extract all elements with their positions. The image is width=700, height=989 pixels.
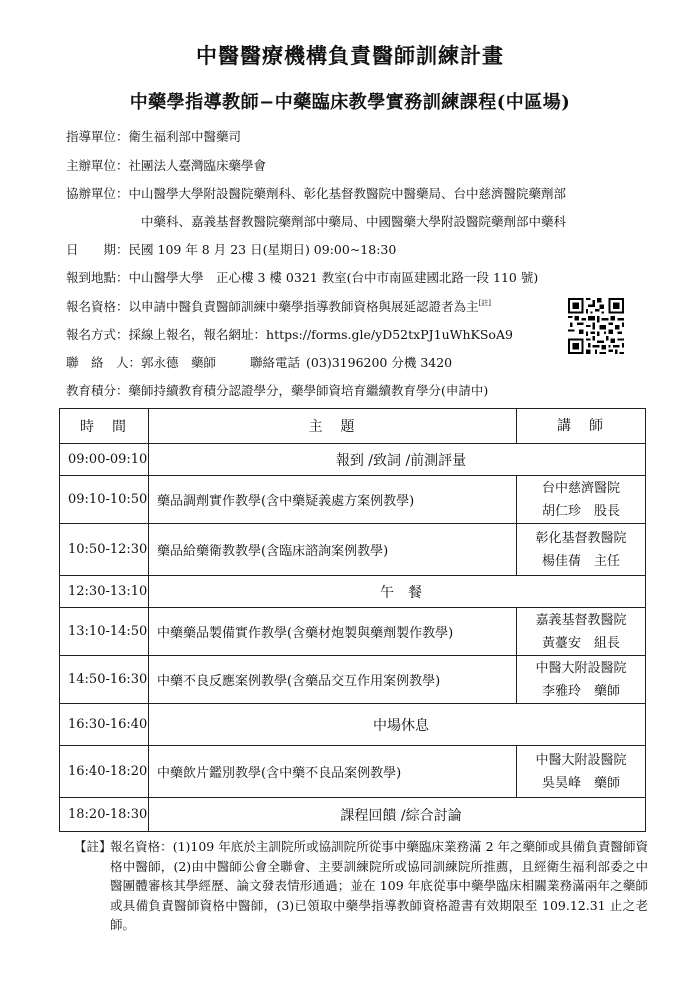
- co-host-row-2: [141, 212, 566, 230]
- session-time: 18:20-18:30: [60, 798, 149, 832]
- speaker-org: 彰化基督教醫院: [535, 530, 627, 546]
- host-unit-row: [66, 156, 266, 174]
- speaker-name: 黃薹安 組長: [541, 635, 620, 651]
- date-label: 日 期：: [66, 242, 129, 257]
- session-topic: 午 餐: [149, 576, 646, 608]
- venue-label: 報到地點：: [66, 270, 129, 285]
- schedule-table: [59, 408, 646, 832]
- session-speaker: [517, 656, 646, 704]
- qualification-label: 報名資格：: [66, 299, 129, 314]
- session-time: 09:10-10:50: [60, 476, 149, 524]
- table-row: [60, 746, 646, 798]
- co-host-value-2: 中藥科、嘉義基督教醫院藥劑部中藥局、中國醫藥大學附設醫院藥劑部中藥科: [141, 214, 567, 229]
- session-time: 09:00-09:10: [60, 444, 149, 476]
- table-row: [60, 444, 646, 476]
- session-topic: 中場休息: [149, 704, 646, 746]
- registration-link[interactable]: 採線上報名，報名網址：https://forms.gle/yD52txPJ1uWhKSoA9: [128, 327, 513, 342]
- co-host-label: 協辦單位：: [66, 186, 129, 201]
- credit-label: 教育積分：: [66, 383, 129, 398]
- note-reference: [註]: [478, 299, 491, 307]
- registration-row: [66, 325, 513, 343]
- guide-unit-label: 指導單位：: [66, 129, 129, 144]
- session-topic: 藥品調劑實作教學(含中藥疑義處方案例教學): [149, 476, 517, 524]
- table-row: [60, 656, 646, 704]
- table-row: [60, 608, 646, 656]
- date-row: [66, 240, 396, 258]
- page-subtitle: 中藥學指導教師−中藥臨床教學實務訓練課程(中區場): [129, 92, 571, 113]
- table-row: [60, 798, 646, 832]
- session-topic: 課程回饋 /綜合討論: [149, 798, 646, 832]
- guide-unit-row: [66, 127, 241, 145]
- session-topic: 報到 /致詞 /前測評量: [149, 444, 646, 476]
- header-time: 時 間: [60, 409, 149, 444]
- contact-row: [66, 353, 452, 371]
- credit-value: 藥師持續教育積分認證學分，藥學師資培育繼續教育學分(申請中): [128, 383, 489, 398]
- host-unit-value: 社團法人臺灣臨床藥學會: [128, 158, 267, 173]
- session-time: 12:30-13:10: [60, 576, 149, 608]
- date-value: 民國 109 年 8 月 23 日(星期日) 09:00~18:30: [128, 242, 397, 257]
- session-speaker: [517, 524, 646, 576]
- speaker-name: 楊佳蒨 主任: [541, 553, 620, 569]
- session-time: 16:40-18:20: [60, 746, 149, 798]
- table-row: [60, 576, 646, 608]
- credit-row: [66, 381, 488, 399]
- session-speaker: [517, 608, 646, 656]
- session-time: 13:10-14:50: [60, 608, 149, 656]
- host-unit-label: 主辦單位：: [66, 158, 129, 173]
- session-time: 16:30-16:40: [60, 704, 149, 746]
- session-topic: 中藥藥品製備實作教學(含藥材炮製與藥劑製作教學): [149, 608, 517, 656]
- table-row: [60, 704, 646, 746]
- co-host-row: [66, 184, 566, 202]
- venue-row: [66, 268, 538, 286]
- footnote-tag: 【註】: [74, 839, 112, 854]
- table-row: [60, 476, 646, 524]
- session-speaker: [517, 746, 646, 798]
- qr-code-icon[interactable]: [568, 298, 624, 354]
- header-speaker: 講 師: [517, 409, 646, 444]
- phone-label: 聯絡電話: [250, 355, 301, 370]
- co-host-value-1: 中山醫學大學附設醫院藥劑科、彰化基督教醫院中醫藥局、台中慈濟醫院藥劑部: [128, 186, 567, 201]
- table-row: [60, 524, 646, 576]
- speaker-name: 李雅玲 藥師: [541, 683, 620, 699]
- session-speaker: [517, 476, 646, 524]
- speaker-org: 中醫大附設醫院: [535, 752, 627, 768]
- session-topic: 中藥不良反應案例教學(含藥品交互作用案例教學): [149, 656, 517, 704]
- session-topic: 中藥飲片鑑別教學(含中藥不良品案例教學): [149, 746, 517, 798]
- speaker-name: 吳昊峰 藥師: [541, 775, 620, 791]
- registration-label: 報名方式：: [66, 327, 129, 342]
- footnote: [74, 837, 648, 935]
- speaker-org: 中醫大附設醫院: [535, 660, 627, 676]
- speaker-org: 台中慈濟醫院: [541, 480, 620, 496]
- session-time: 14:50-16:30: [60, 656, 149, 704]
- qualification-row: [66, 297, 491, 315]
- contact-label: 聯 絡 人：: [66, 355, 142, 370]
- speaker-name: 胡仁珍 股長: [541, 503, 620, 519]
- guide-unit-value: 衛生福利部中醫藥司: [128, 129, 242, 144]
- header-topic: 主 題: [149, 409, 517, 444]
- speaker-org: 嘉義基督教醫院: [535, 612, 627, 628]
- phone-value: (03)3196200 分機 3420: [306, 355, 453, 370]
- session-topic: 藥品給藥衛教教學(含臨床諮詢案例教學): [149, 524, 517, 576]
- qualification-value: 以申請中醫負責醫師訓練中藥學指導教師資格與展延認證者為主: [128, 299, 479, 314]
- page-title: 中醫醫療機構負責醫師訓練計畫: [196, 43, 504, 68]
- contact-value: 郭永德 藥師: [141, 355, 217, 370]
- session-time: 10:50-12:30: [60, 524, 149, 576]
- schedule-header-row: [60, 409, 646, 444]
- footnote-text: 報名資格：(1)109 年底於主訓院所或協訓院所從事中藥臨床業務滿 2 年之藥師或具備負責醫師資格中醫師，(2)由中醫師公會全聯會、主要訓練院所或協同訓練院所推薦，且經衛生福利部委之中醫團體審核其學經歷、論文發表情形通過；並在 109 年底從事中藥學臨床相關業務滿兩年之藥師或具備負責醫師資格中醫師，(3)已領取中藥學指導教師資格證書有效期限至 109.12.31 止之老師。: [110, 839, 648, 933]
- venue-value: 中山醫學大學 正心樓 3 樓 0321 教室(台中市南區建國北路一段 110 號): [128, 270, 539, 285]
